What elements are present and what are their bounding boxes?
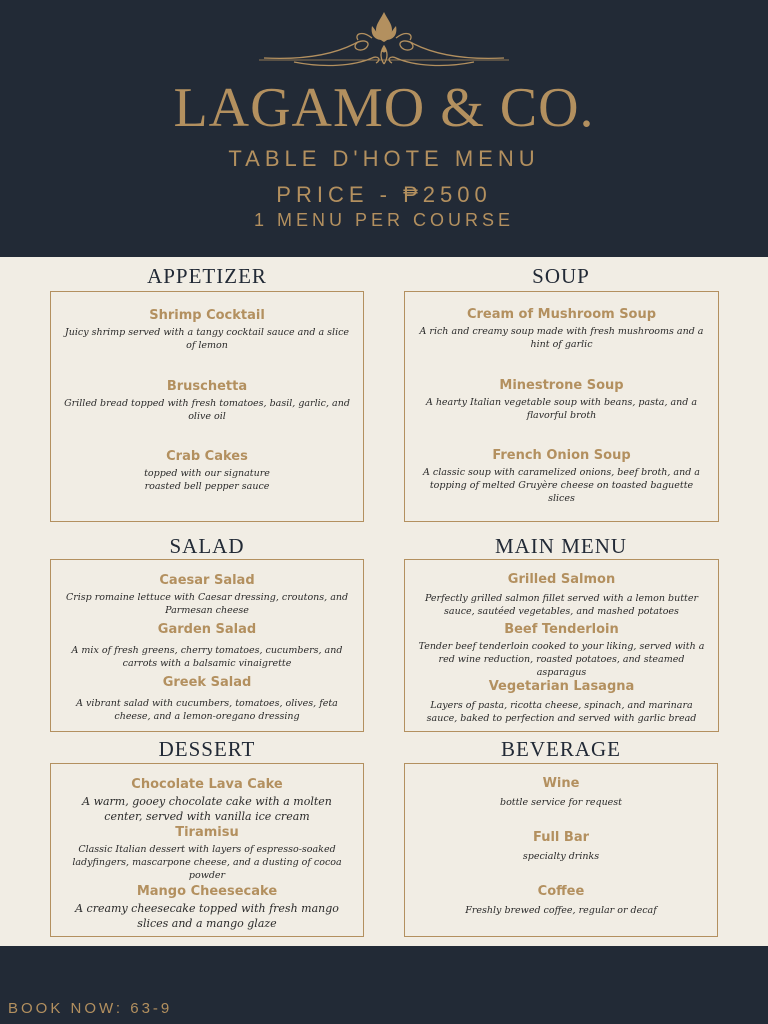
- menu-footer: [0, 946, 768, 1024]
- item-name: Mango Cheesecake: [136, 884, 278, 899]
- item-name: Crab Cakes: [166, 449, 248, 464]
- item-description: Layers of pasta, ricotta cheese, spinach, and marinara sauce, baked to perfection and served with garlic bread: [426, 700, 697, 724]
- beverage-title: BEVERAGE: [501, 737, 621, 761]
- list-item: [405, 776, 717, 809]
- list-item: [51, 379, 363, 423]
- item-description: Crisp romaine lettuce with Caesar dressing, croutons, and Parmesan cheese: [65, 592, 349, 616]
- list-item: [51, 884, 363, 931]
- item-name: Garden Salad: [157, 622, 257, 637]
- price-label: PRICE - ₱2500: [276, 182, 492, 207]
- menu-header: [0, 0, 768, 257]
- dessert-title: DESSERT: [158, 737, 256, 761]
- flourish-ornament-icon: [254, 8, 514, 78]
- item-description: Juicy shrimp served with a tangy cocktail sauce and a slice of lemon: [64, 327, 350, 351]
- list-item: [51, 675, 363, 723]
- item-name: Cream of Mushroom Soup: [466, 307, 657, 322]
- menu-title: TABLE D'HOTE MENU: [228, 146, 540, 171]
- item-name: Grilled Salmon: [507, 572, 616, 587]
- list-item: [405, 448, 718, 505]
- salad-title: SALAD: [169, 534, 245, 558]
- item-name: Bruschetta: [166, 379, 248, 394]
- main-menu-title: MAIN MENU: [494, 534, 628, 558]
- item-name: Shrimp Cocktail: [149, 308, 265, 323]
- list-item: [405, 378, 718, 422]
- list-item: [405, 830, 717, 863]
- list-item: [405, 572, 718, 618]
- list-item: [51, 622, 363, 670]
- book-now-text: BOOK NOW: 63-9: [8, 1000, 173, 1017]
- item-description: Classic Italian dessert with layers of espresso-soaked ladyfingers, mascarpone cheese, and a dusting of cocoa powder: [72, 844, 342, 881]
- list-item: [51, 777, 363, 824]
- item-description: A creamy cheesecake topped with fresh mango slices and a mango glaze: [75, 902, 339, 930]
- list-item: [51, 308, 363, 352]
- item-name: Minestrone Soup: [499, 378, 624, 393]
- beverage-box: [404, 763, 718, 937]
- item-description: A rich and creamy soup made with fresh mushrooms and a hint of garlic: [419, 326, 704, 350]
- item-name: Caesar Salad: [159, 573, 255, 588]
- item-description: Freshly brewed coffee, regular or decaf: [465, 905, 657, 916]
- item-description: topped with our signature roasted bell pepper sauce: [144, 468, 270, 492]
- list-item: [405, 307, 718, 351]
- item-description: Tender beef tenderloin cooked to your liking, served with a red wine reduction, roasted potatoes, and steamed asparagus: [418, 641, 705, 678]
- item-description: A vibrant salad with cucumbers, tomatoes, olives, feta cheese, and a lemon-oregano dressing: [76, 698, 338, 722]
- list-item: [51, 449, 363, 493]
- list-item: [51, 573, 363, 617]
- item-description: A classic soup with caramelized onions, beef broth, and a topping of melted Gruyère cheese on toasted baguette slices: [423, 467, 700, 504]
- per-course-label: 1 MENU PER COURSE: [253, 210, 515, 230]
- item-description: A warm, gooey chocolate cake with a molten center, served with vanilla ice cream: [82, 795, 332, 823]
- item-name: Beef Tenderloin: [504, 622, 619, 637]
- appetizer-box: [50, 291, 364, 522]
- dessert-box: [50, 763, 364, 937]
- item-name: Chocolate Lava Cake: [131, 777, 283, 792]
- item-description: Grilled bread topped with fresh tomatoes, basil, garlic, and olive oil: [64, 398, 350, 422]
- item-name: Wine: [542, 776, 580, 791]
- item-description: Perfectly grilled salmon fillet served with a lemon butter sauce, sautéed vegetables, and mashed potatoes: [424, 593, 699, 617]
- list-item: [405, 884, 717, 917]
- list-item: [405, 622, 718, 679]
- list-item: [405, 679, 718, 725]
- salad-box: [50, 559, 364, 732]
- item-description: A hearty Italian vegetable soup with beans, pasta, and a flavorful broth: [425, 397, 698, 421]
- soup-title: SOUP: [532, 264, 590, 288]
- list-item: [51, 825, 363, 882]
- item-name: Coffee: [537, 884, 585, 899]
- item-description: bottle service for request: [500, 797, 622, 808]
- appetizer-title: APPETIZER: [147, 264, 267, 288]
- item-description: A mix of fresh greens, cherry tomatoes, cucumbers, and carrots with a balsamic vinaigrette: [71, 645, 343, 669]
- soup-box: [404, 291, 719, 522]
- item-name: Tiramisu: [175, 825, 239, 840]
- item-name: French Onion Soup: [492, 448, 631, 463]
- item-name: Vegetarian Lasagna: [488, 679, 635, 694]
- item-description: specialty drinks: [522, 851, 600, 862]
- item-name: Full Bar: [532, 830, 590, 845]
- item-name: Greek Salad: [162, 675, 252, 690]
- main-menu-box: [404, 559, 719, 732]
- brand-title: LAGAMO & CO.: [173, 77, 595, 139]
